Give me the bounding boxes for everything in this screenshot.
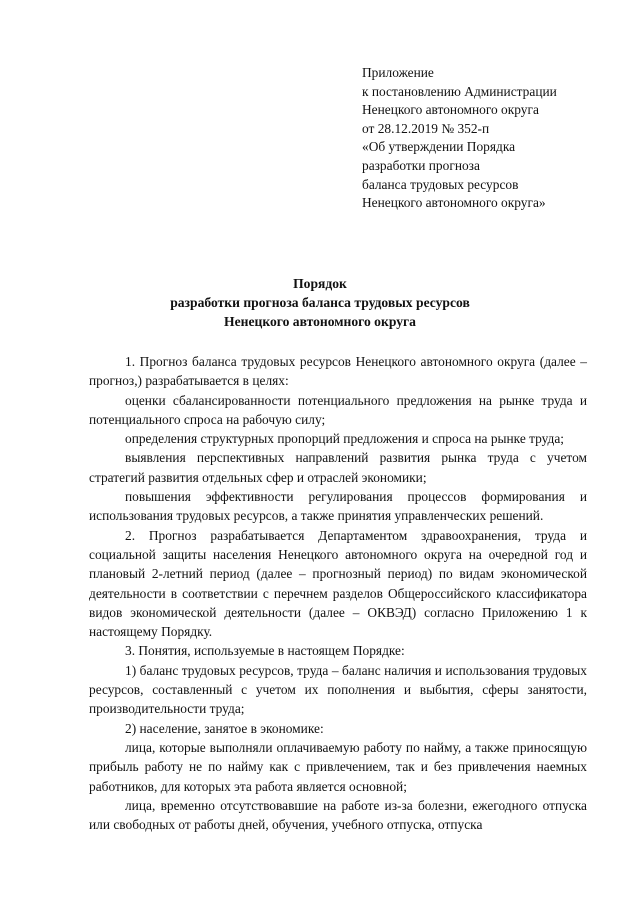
appendix-line: баланса трудовых ресурсов — [362, 176, 519, 192]
title-line: Ненецкого автономного округа — [224, 314, 416, 329]
document-body — [89, 352, 587, 834]
appendix-line: Ненецкого автономного округа» — [362, 195, 546, 211]
appendix-line: разработки прогноза — [362, 157, 480, 173]
paragraph: лица, временно отсутствовавшие на работе из-за болезни, ежегодного отпуска или свободных от работы дней, обучения, учебного отпуска, отпуска — [89, 797, 587, 833]
title-line: Порядок — [293, 276, 347, 291]
paragraph: 2) население, занятое в экономике: — [125, 720, 324, 736]
appendix-line: к постановлению Администрации — [362, 83, 557, 99]
paragraph: лица, которые выполняли оплачиваемую работу по найму, а также приносящую прибыль работу не по найму как с привлечением, так и без привлечения наемных работников, для которых эта работа является основной; — [89, 739, 587, 794]
paragraph: 2. Прогноз разрабатывается Департаментом здравоохранения, труда и социальной защиты населения Ненецкого автономного округа на очередной год и плановый 2-летний период (далее – прогнозный период) по видам экономической деятельности в соответствии с перечнем разделов Общероссийского классификатора видов экономической деятельности (далее – ОКВЭД) согласно Приложению 1 к настоящему Порядку. — [89, 527, 587, 640]
paragraph: 1. Прогноз баланса трудовых ресурсов Ненецкого автономного округа (далее – прогноз,) разрабатывается в целях: — [89, 354, 587, 389]
paragraph: оценки сбалансированности потенциального предложения на рынке труда и потенциального спроса на рабочую силу; — [89, 392, 587, 427]
appendix-line: Приложение — [362, 65, 434, 80]
title-line: разработки прогноза баланса трудовых ресурсов — [170, 295, 470, 310]
appendix-line: Ненецкого автономного округа — [362, 102, 539, 118]
document-title — [0, 274, 640, 331]
appendix-line: от 28.12.2019 № 352-п — [362, 120, 490, 136]
paragraph: выявления перспективных направлений развития рынка труда с учетом стратегий развития отдельных сфер и отраслей экономики; — [89, 450, 587, 485]
appendix-header — [362, 64, 632, 213]
appendix-line: «Об утверждении Порядка — [362, 139, 516, 155]
paragraph: 3. Понятия, используемые в настоящем Порядке: — [125, 643, 405, 659]
paragraph: повышения эффективности регулирования процессов формирования и использования трудовых ресурсов, а также принятия управленческих решений. — [89, 489, 587, 524]
paragraph: 1) баланс трудовых ресурсов, труда – баланс наличия и использования трудовых ресурсов, составленный с учетом их пополнения и выбытия, сферы занятости, производительности труда; — [89, 662, 587, 717]
paragraph: определения структурных пропорций предложения и спроса на рынке труда; — [125, 431, 565, 447]
